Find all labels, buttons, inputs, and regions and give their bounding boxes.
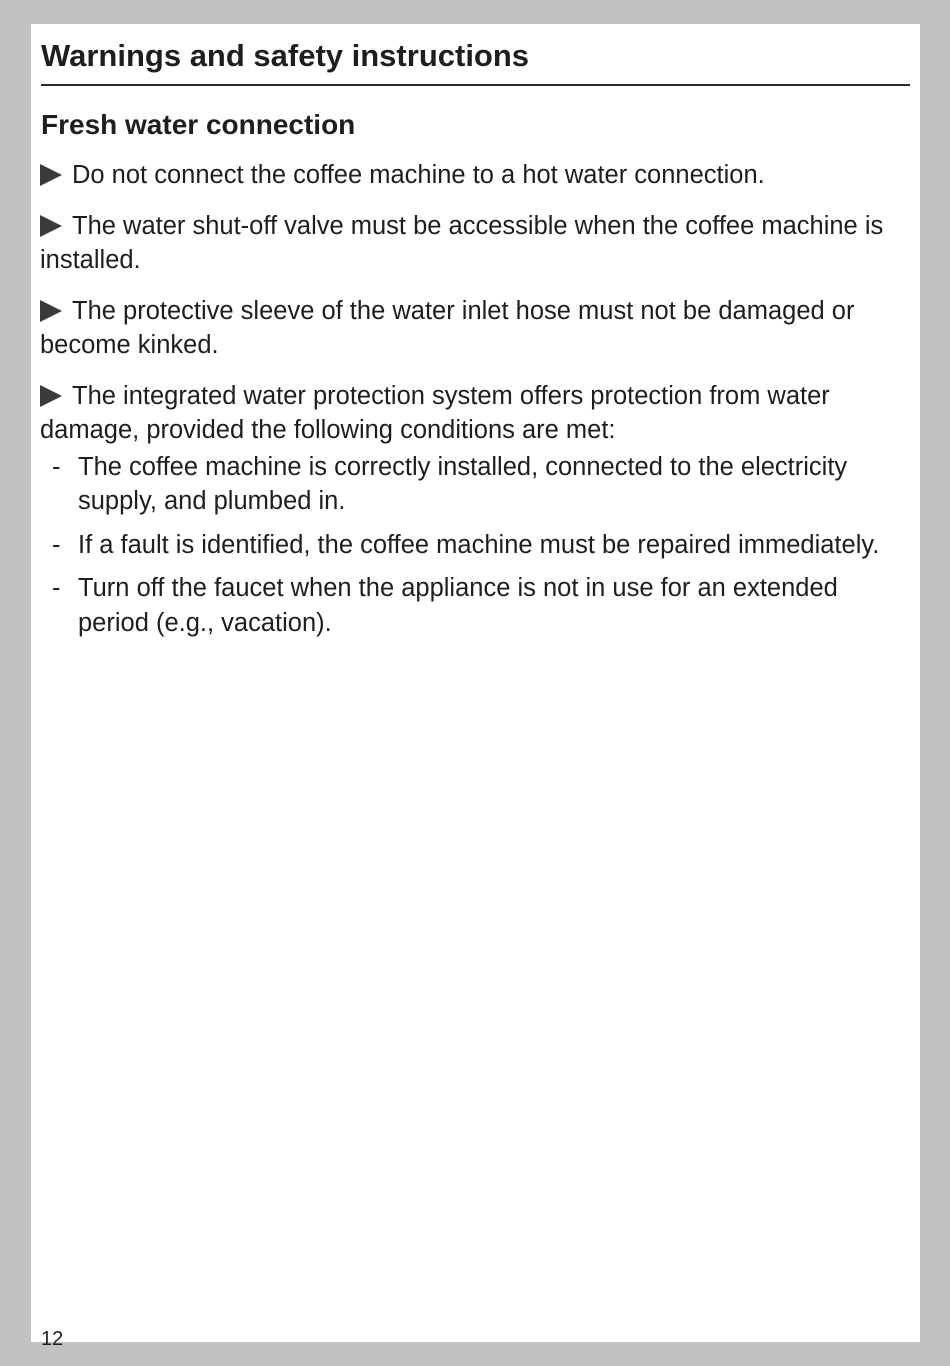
dash-bullet: - bbox=[52, 530, 61, 559]
condition-text: The coffee machine is correctly installed, connected to the electricity supply, and plumbed in. bbox=[78, 452, 848, 515]
instructions-list bbox=[40, 158, 902, 649]
condition-item bbox=[40, 571, 902, 640]
instruction-item bbox=[40, 209, 902, 278]
instruction-text: The water shut-off valve must be accessible when the coffee machine is installed. bbox=[40, 211, 884, 274]
conditions-list bbox=[40, 450, 902, 641]
instruction-text: Do not connect the coffee machine to a hot water connection. bbox=[72, 161, 765, 189]
arrow-right-icon bbox=[40, 164, 62, 186]
condition-text: Turn off the faucet when the appliance is not in use for an extended period (e.g., vacation). bbox=[78, 574, 838, 637]
title-divider bbox=[41, 84, 910, 86]
condition-text: If a fault is identified, the coffee machine must be repaired immediately. bbox=[78, 530, 880, 559]
dash-bullet: - bbox=[52, 452, 61, 481]
section-heading: Fresh water connection bbox=[41, 109, 356, 140]
arrow-right-icon bbox=[40, 385, 62, 407]
instruction-text: The protective sleeve of the water inlet hose must not be damaged or become kinked. bbox=[40, 296, 855, 359]
dash-bullet: - bbox=[52, 574, 61, 602]
instruction-item bbox=[40, 379, 902, 448]
instruction-item bbox=[40, 294, 902, 363]
arrow-right-icon bbox=[40, 215, 62, 237]
arrow-right-icon bbox=[40, 300, 62, 322]
page-number: 12 bbox=[41, 1328, 64, 1350]
condition-item bbox=[40, 528, 902, 563]
instruction-text: The integrated water protection system offers protection from water damage, provided the following conditions are met: bbox=[40, 381, 830, 444]
condition-item bbox=[40, 450, 902, 519]
instruction-item bbox=[40, 158, 902, 193]
manual-page bbox=[31, 24, 920, 1350]
page-title: Warnings and safety instructions bbox=[41, 38, 530, 73]
